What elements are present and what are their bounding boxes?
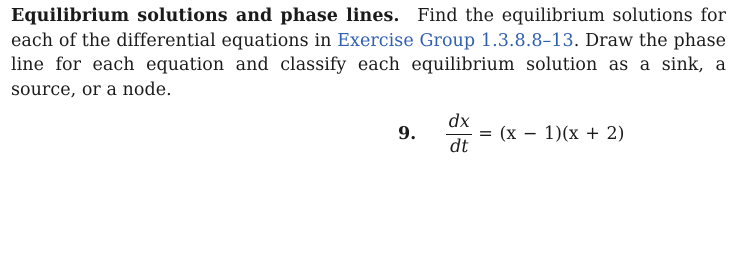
instructions-paragraph bbox=[11, 4, 726, 102]
fraction-numerator: dx bbox=[448, 111, 470, 132]
equation-right-side: = (x − 1)(x + 2) bbox=[478, 124, 625, 144]
instructions-text-start: Find the equilibrium solutions for each of the differential equations in bbox=[11, 6, 726, 51]
exercise-group-link[interactable]: Exercise Group 1.3.8.8–13 bbox=[337, 30, 574, 51]
section-heading: Equilibrium solutions and phase lines. bbox=[11, 6, 400, 26]
exercise-number: 9. bbox=[398, 124, 417, 144]
fraction-denominator: dt bbox=[450, 136, 469, 157]
derivative-fraction bbox=[446, 112, 472, 157]
instructions-text-end: . Draw the phase line for each equation and classify each equilibrium solution as a sink, a source, or a node. bbox=[11, 30, 727, 100]
exercise-item bbox=[398, 104, 624, 164]
